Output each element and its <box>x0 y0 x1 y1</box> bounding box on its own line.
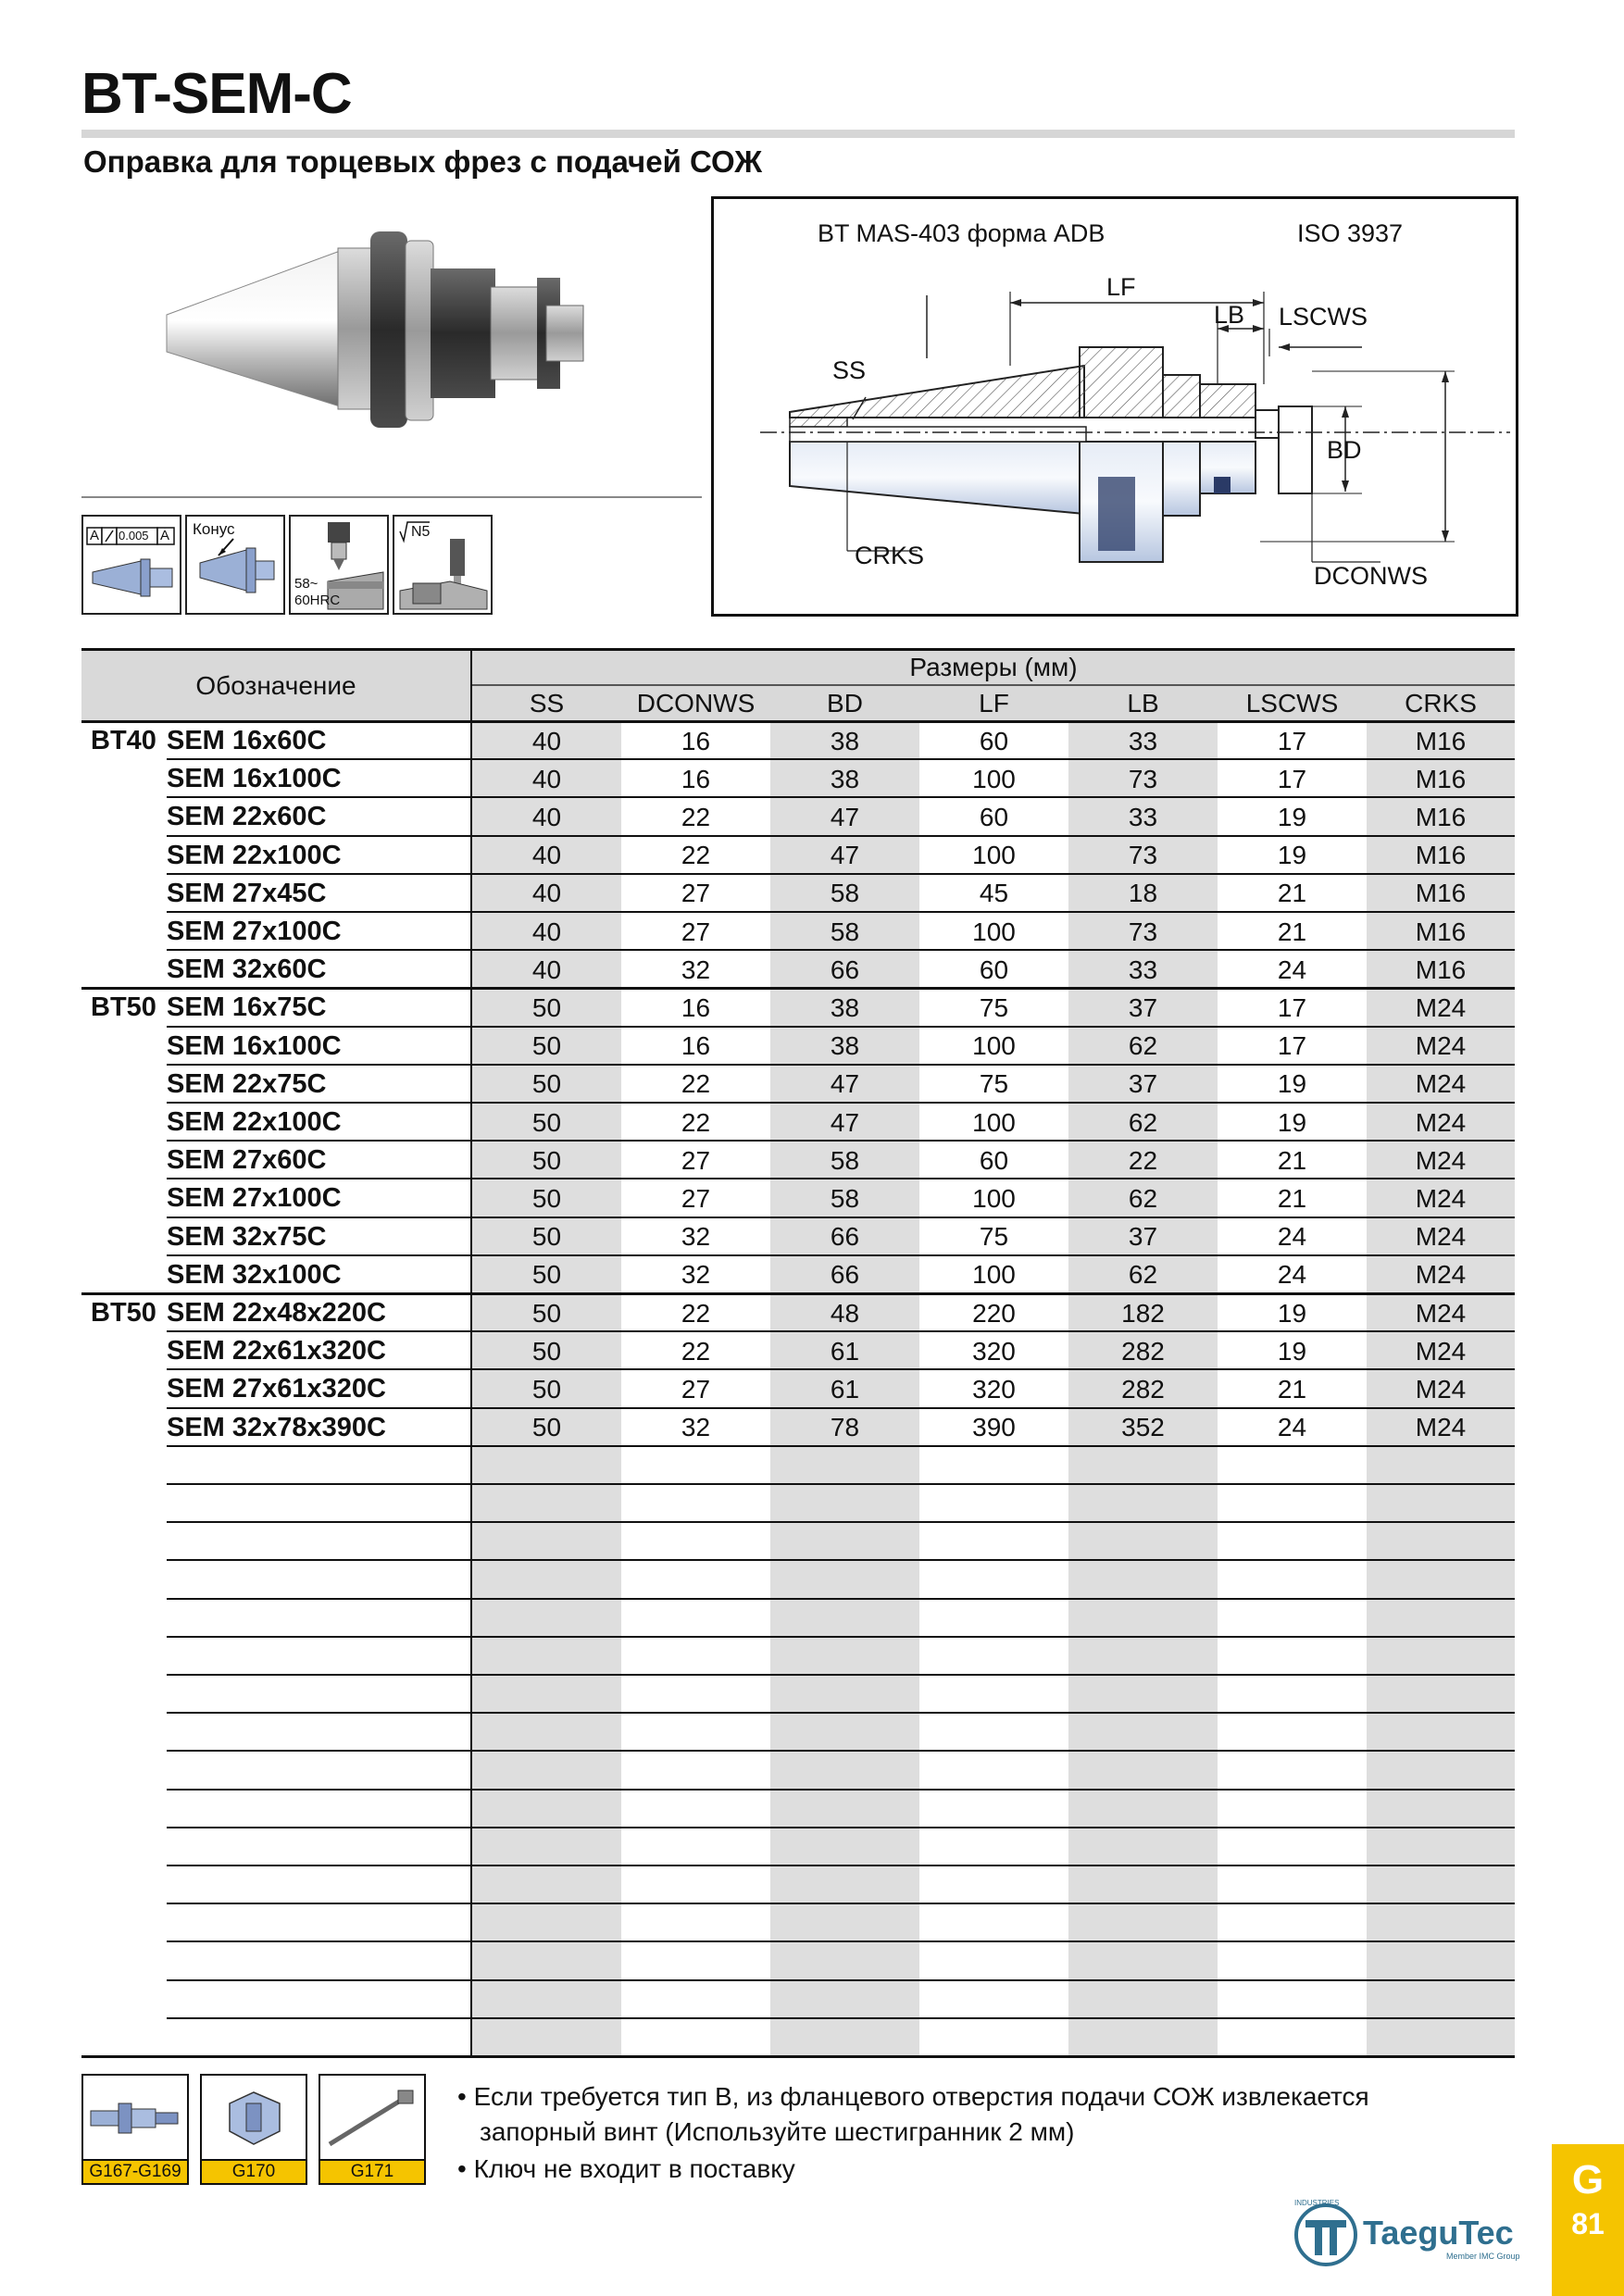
cell-ss: 40 <box>531 955 562 984</box>
cell-lscws: 24 <box>1277 955 1307 984</box>
cell-lscws: 21 <box>1277 879 1307 908</box>
cell-lscws: 21 <box>1277 917 1307 946</box>
cell-lf: 60 <box>979 802 1009 831</box>
taper-label: Конус <box>193 520 235 538</box>
cell-lscws: 21 <box>1277 1183 1307 1213</box>
cell-lf: 100 <box>972 764 1016 793</box>
page-title: BT-SEM-C <box>81 62 352 126</box>
cell-lf: 100 <box>972 1183 1016 1213</box>
cell-crks: M24 <box>1415 1069 1467 1099</box>
cell-lf: 320 <box>972 1336 1016 1366</box>
cell-dconws: 22 <box>681 1069 711 1099</box>
product-name: SEM 16x60C <box>167 726 327 755</box>
runout-tolerance-label: 0.005 <box>119 529 149 543</box>
cell-bd: 47 <box>830 1107 860 1137</box>
cell-dconws: 27 <box>681 1145 711 1175</box>
product-name: SEM 22x61x320C <box>167 1336 386 1366</box>
product-name: SEM 16x100C <box>167 1030 342 1061</box>
drawing-iso: ISO 3937 <box>1297 219 1404 247</box>
ref-g171-icon[interactable] <box>319 2074 426 2185</box>
cell-dconws: 16 <box>681 1031 711 1061</box>
cell-ss: 40 <box>531 841 562 870</box>
cell-dconws: 16 <box>681 992 711 1022</box>
empty-row-divider <box>167 1789 1515 1791</box>
cell-bd: 38 <box>830 1031 860 1061</box>
cell-lscws: 19 <box>1277 802 1307 831</box>
empty-row-divider <box>167 1598 1515 1600</box>
product-photo <box>157 213 611 454</box>
empty-row-divider <box>167 1903 1515 1904</box>
cell-dconws: 27 <box>681 1374 711 1404</box>
runout-icon <box>81 515 181 615</box>
runout-datum-label: A <box>90 528 100 543</box>
cell-bd: 61 <box>830 1336 860 1366</box>
column-header-lb: LB <box>1068 685 1218 722</box>
cell-lscws: 24 <box>1277 1413 1307 1442</box>
cell-bd: 58 <box>830 1183 860 1213</box>
cell-lb: 62 <box>1128 1183 1158 1213</box>
ref-g167-label: G167-G169 <box>83 2159 187 2183</box>
cell-bd: 66 <box>830 955 860 984</box>
cell-bd: 58 <box>830 1145 860 1175</box>
runout-reference-label: A <box>160 528 170 543</box>
cell-lb: 33 <box>1128 802 1158 831</box>
product-name: SEM 27x45C <box>167 878 327 908</box>
cell-bd: 66 <box>830 1260 860 1290</box>
surface-finish-label: N5 <box>411 524 431 540</box>
cell-crks: M24 <box>1415 1298 1467 1328</box>
cell-dconws: 32 <box>681 955 711 984</box>
photo-divider <box>81 496 702 498</box>
hardness-label-top: 58~ <box>294 576 319 592</box>
note-line-2: запорный винт (Используйте шестигранник 2 мм) <box>480 2117 1075 2146</box>
cell-ss: 50 <box>531 1336 562 1366</box>
cell-lscws: 24 <box>1277 1260 1307 1290</box>
cell-crks: M24 <box>1415 1374 1467 1404</box>
cell-lb: 73 <box>1128 841 1158 870</box>
dim-crks-label: CRKS <box>855 542 925 569</box>
taegutec-logo <box>1289 2196 1530 2270</box>
cell-bd: 38 <box>830 992 860 1022</box>
technical-drawing <box>711 196 1518 617</box>
designation-header: Обозначение <box>81 650 470 722</box>
cell-crks: M24 <box>1415 1145 1467 1175</box>
table-top-border <box>81 648 1515 651</box>
table-bottom-border <box>81 2055 1515 2058</box>
ref-g170-label: G170 <box>202 2159 306 2183</box>
cell-lb: 18 <box>1128 879 1158 908</box>
cell-crks: M24 <box>1415 1222 1467 1252</box>
cell-bd: 58 <box>830 917 860 946</box>
page-number: 81 <box>1571 2207 1605 2240</box>
product-name: SEM 22x60C <box>167 802 327 832</box>
cell-dconws: 16 <box>681 726 711 755</box>
product-name: SEM 16x100C <box>167 764 342 794</box>
cell-crks: M16 <box>1415 841 1467 870</box>
cell-lb: 22 <box>1128 1145 1158 1175</box>
product-name: SEM 27x100C <box>167 1183 342 1214</box>
cell-dconws: 22 <box>681 1336 711 1366</box>
logo-small-top: INDUSTRIES <box>1294 2199 1340 2207</box>
cell-crks: M16 <box>1415 955 1467 984</box>
cell-lf: 390 <box>972 1413 1016 1442</box>
section-letter: G <box>1571 2157 1605 2202</box>
cell-lb: 33 <box>1128 726 1158 755</box>
cell-bd: 38 <box>830 764 860 793</box>
cell-lb: 37 <box>1128 1222 1158 1252</box>
surface-finish-icon <box>393 515 493 615</box>
cell-lf: 60 <box>979 726 1009 755</box>
cell-ss: 50 <box>531 1298 562 1328</box>
cell-ss: 50 <box>531 1374 562 1404</box>
cell-lf: 75 <box>979 992 1009 1022</box>
cell-lscws: 21 <box>1277 1145 1307 1175</box>
cell-lscws: 17 <box>1277 726 1307 755</box>
cell-ss: 50 <box>531 1145 562 1175</box>
ref-g167-icon[interactable] <box>81 2074 189 2185</box>
cell-bd: 38 <box>830 726 860 755</box>
empty-row-divider <box>167 1674 1515 1676</box>
cell-ss: 40 <box>531 764 562 793</box>
cell-lscws: 24 <box>1277 1222 1307 1252</box>
cell-lb: 62 <box>1128 1031 1158 1061</box>
column-header-dconws: DCONWS <box>621 685 770 722</box>
logo-brand-text: TaeguTec <box>1363 2214 1514 2252</box>
header-divider <box>472 684 1515 686</box>
product-name: SEM 32x75C <box>167 1221 327 1252</box>
cell-dconws: 16 <box>681 764 711 793</box>
cell-dconws: 32 <box>681 1413 711 1442</box>
product-name: SEM 22x100C <box>167 1107 342 1137</box>
cell-crks: M24 <box>1415 1260 1467 1290</box>
cell-lscws: 19 <box>1277 1107 1307 1137</box>
dim-lscws-label: LSCWS <box>1279 303 1368 331</box>
page-subtitle: Оправка для торцевых фрез с подачей СОЖ <box>83 144 763 179</box>
cell-dconws: 32 <box>681 1260 711 1290</box>
cell-lf: 100 <box>972 1260 1016 1290</box>
cell-crks: M16 <box>1415 726 1467 755</box>
product-name: SEM 32x60C <box>167 955 327 985</box>
cell-ss: 50 <box>531 992 562 1022</box>
cell-dconws: 32 <box>681 1222 711 1252</box>
product-name: SEM 27x100C <box>167 917 342 946</box>
cell-lf: 220 <box>972 1298 1016 1328</box>
column-header-lscws: LSCWS <box>1218 685 1367 722</box>
cell-lf: 100 <box>972 1107 1016 1137</box>
product-name: SEM 22x48x220C <box>167 1298 386 1328</box>
cell-lb: 37 <box>1128 992 1158 1022</box>
cell-lscws: 17 <box>1277 992 1307 1022</box>
empty-row-divider <box>167 1559 1515 1561</box>
cell-bd: 61 <box>830 1374 860 1404</box>
cell-ss: 40 <box>531 802 562 831</box>
dim-dconws-label: DCONWS <box>1314 562 1428 590</box>
cell-dconws: 22 <box>681 802 711 831</box>
cell-ss: 40 <box>531 879 562 908</box>
cell-lscws: 19 <box>1277 841 1307 870</box>
cell-bd: 47 <box>830 841 860 870</box>
dimensions-header: Размеры (мм) <box>472 650 1515 685</box>
column-header-crks: CRKS <box>1367 685 1515 722</box>
ref-g170-icon[interactable] <box>200 2074 307 2185</box>
cell-lscws: 21 <box>1277 1374 1307 1404</box>
dim-lb-label: LB <box>1214 301 1245 329</box>
column-header-bd: BD <box>770 685 919 722</box>
note-line-1: • Если требуется тип В, из фланцевого отверстия подачи СОЖ извлекается <box>457 2082 1369 2111</box>
cell-crks: M24 <box>1415 992 1467 1022</box>
cell-bd: 58 <box>830 879 860 908</box>
cell-dconws: 27 <box>681 917 711 946</box>
product-name: SEM 16x75C <box>167 992 327 1023</box>
cell-crks: M24 <box>1415 1031 1467 1061</box>
hardness-label-bottom: 60HRC <box>294 593 341 608</box>
cell-crks: M16 <box>1415 764 1467 793</box>
cell-ss: 40 <box>531 726 562 755</box>
cell-lb: 73 <box>1128 764 1158 793</box>
cell-crks: M24 <box>1415 1413 1467 1442</box>
empty-row-divider <box>167 1636 1515 1638</box>
cell-lb: 73 <box>1128 917 1158 946</box>
cell-dconws: 22 <box>681 841 711 870</box>
ref-g171-label: G171 <box>320 2159 424 2183</box>
title-divider <box>81 130 1515 138</box>
dim-lf-label: LF <box>1106 273 1136 301</box>
cell-crks: M16 <box>1415 802 1467 831</box>
row-divider <box>167 1445 1515 1447</box>
group-label: BT50 <box>91 992 156 1023</box>
cell-lscws: 17 <box>1277 1031 1307 1061</box>
cell-lf: 45 <box>979 879 1009 908</box>
cell-ss: 50 <box>531 1183 562 1213</box>
cell-crks: M24 <box>1415 1183 1467 1213</box>
cell-lb: 282 <box>1121 1336 1165 1366</box>
cell-ss: 50 <box>531 1222 562 1252</box>
empty-row-divider <box>167 1940 1515 1942</box>
cell-lb: 62 <box>1128 1260 1158 1290</box>
cell-dconws: 27 <box>681 879 711 908</box>
cell-lb: 37 <box>1128 1069 1158 1099</box>
dimensions-table <box>81 650 1515 2057</box>
drawing-standard: BT MAS-403 форма ADB <box>818 219 1106 247</box>
cell-crks: M24 <box>1415 1336 1467 1366</box>
cell-dconws: 27 <box>681 1183 711 1213</box>
empty-row-divider <box>167 2017 1515 2019</box>
product-name: SEM 32x78x390C <box>167 1412 386 1442</box>
cell-lf: 320 <box>972 1374 1016 1404</box>
cell-bd: 48 <box>830 1298 860 1328</box>
empty-row-divider <box>167 1712 1515 1714</box>
group-label: BT40 <box>91 726 156 755</box>
cell-lb: 182 <box>1121 1298 1165 1328</box>
group-label: BT50 <box>91 1298 156 1328</box>
cell-dconws: 22 <box>681 1107 711 1137</box>
dim-bd-label: BD <box>1327 436 1362 464</box>
cell-lf: 100 <box>972 917 1016 946</box>
cell-lb: 62 <box>1128 1107 1158 1137</box>
cell-crks: M16 <box>1415 917 1467 946</box>
product-name: SEM 32x100C <box>167 1259 342 1290</box>
empty-row-divider <box>167 1521 1515 1523</box>
cell-ss: 40 <box>531 917 562 946</box>
column-header-ss: SS <box>472 685 621 722</box>
cell-bd: 66 <box>830 1222 860 1252</box>
cell-lf: 100 <box>972 841 1016 870</box>
cell-bd: 47 <box>830 802 860 831</box>
note-line-3: • Ключ не входит в поставку <box>457 2154 795 2183</box>
empty-row-divider <box>167 1827 1515 1828</box>
empty-row-divider <box>167 1483 1515 1485</box>
cell-lf: 60 <box>979 955 1009 984</box>
logo-small-bottom: Member IMC Group <box>1446 2252 1520 2261</box>
cell-ss: 50 <box>531 1031 562 1061</box>
cell-crks: M24 <box>1415 1107 1467 1137</box>
column-header-lf: LF <box>919 685 1068 722</box>
cell-lf: 75 <box>979 1069 1009 1099</box>
cell-lscws: 17 <box>1277 764 1307 793</box>
taper-icon <box>185 515 285 615</box>
cell-ss: 50 <box>531 1413 562 1442</box>
product-name: SEM 22x100C <box>167 840 342 870</box>
dim-ss-label: SS <box>832 356 867 384</box>
cell-bd: 78 <box>830 1413 860 1442</box>
cell-lb: 33 <box>1128 955 1158 984</box>
empty-row-divider <box>167 1750 1515 1752</box>
cell-lscws: 19 <box>1277 1336 1307 1366</box>
cell-ss: 50 <box>531 1107 562 1137</box>
section-tab <box>1552 2144 1624 2296</box>
cell-ss: 50 <box>531 1069 562 1099</box>
empty-row-divider <box>167 1865 1515 1866</box>
empty-row-divider <box>167 1979 1515 1981</box>
product-name: SEM 22x75C <box>167 1068 327 1099</box>
hardness-icon <box>289 515 389 615</box>
product-name: SEM 27x60C <box>167 1145 327 1176</box>
cell-lb: 352 <box>1121 1413 1165 1442</box>
cell-ss: 50 <box>531 1260 562 1290</box>
product-name: SEM 27x61x320C <box>167 1374 386 1404</box>
cell-bd: 47 <box>830 1069 860 1099</box>
cell-lf: 100 <box>972 1031 1016 1061</box>
cell-lb: 282 <box>1121 1374 1165 1404</box>
cell-crks: M16 <box>1415 879 1467 908</box>
cell-dconws: 22 <box>681 1298 711 1328</box>
cell-lscws: 19 <box>1277 1069 1307 1099</box>
cell-lscws: 19 <box>1277 1298 1307 1328</box>
cell-lf: 60 <box>979 1145 1009 1175</box>
cell-lf: 75 <box>979 1222 1009 1252</box>
